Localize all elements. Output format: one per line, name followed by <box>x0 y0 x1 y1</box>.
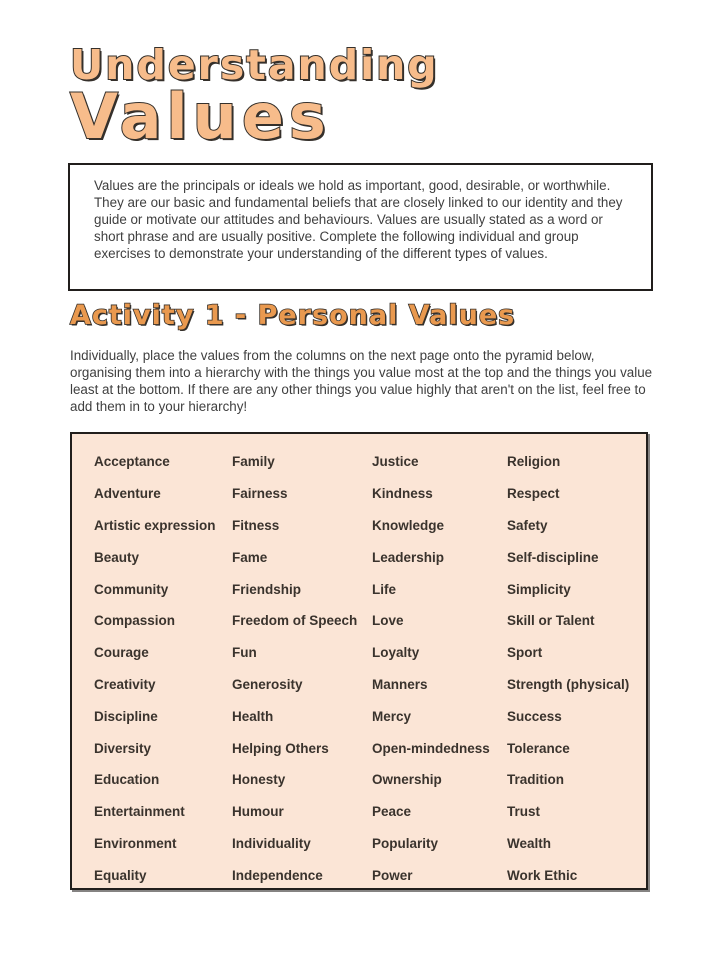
value-item: Strength (physical) <box>507 676 630 692</box>
value-item: Freedom of Speech <box>232 613 358 629</box>
page-title-line2: Values <box>70 80 331 153</box>
value-item: Life <box>372 581 397 597</box>
value-item: Acceptance <box>94 454 170 470</box>
value-item: Tradition <box>507 772 564 788</box>
value-item: Justice <box>372 454 419 470</box>
value-item: Power <box>372 867 413 883</box>
page-title-line1: Understanding <box>70 41 439 89</box>
value-item: Skill or Talent <box>507 613 595 629</box>
value-item: Sport <box>507 645 543 661</box>
value-item: Tolerance <box>507 740 570 756</box>
value-item: Compassion <box>94 613 176 629</box>
value-item: Ownership <box>372 772 442 788</box>
value-item: Environment <box>94 835 177 851</box>
value-item: Community <box>94 581 169 597</box>
value-item: Fitness <box>232 517 280 533</box>
value-item: Creativity <box>94 676 156 692</box>
value-item: Kindness <box>372 486 433 502</box>
activity-1-heading: Activity 1 - Personal Values <box>70 300 516 331</box>
value-item: Independence <box>232 867 323 883</box>
value-item: Leadership <box>372 549 445 565</box>
activity-1-instructions: Individually, place the values from the columns on the next page onto the pyramid below, organising them into a hierarchy with the things you value most at the top and the things you value least at the bottom. If there are any other things you value highly that aren't on the list, feel free to add them in to your hierarchy! <box>70 348 653 414</box>
value-item: Family <box>232 454 275 470</box>
value-item: Safety <box>507 517 548 533</box>
value-item: Education <box>94 772 160 788</box>
value-item: Honesty <box>232 772 286 788</box>
value-item: Beauty <box>94 549 140 565</box>
values-column-4 <box>507 446 642 891</box>
value-item: Manners <box>372 676 428 692</box>
value-item: Individuality <box>232 835 311 851</box>
value-item: Religion <box>507 454 561 470</box>
value-item: Success <box>507 708 562 724</box>
value-item: Trust <box>507 804 541 820</box>
value-item: Loyalty <box>372 645 420 661</box>
value-item: Fun <box>232 645 257 661</box>
value-item: Humour <box>232 804 284 820</box>
value-item: Helping Others <box>232 740 329 756</box>
value-item: Self-discipline <box>507 549 599 565</box>
value-item: Love <box>372 613 404 629</box>
value-item: Equality <box>94 867 147 883</box>
values-table <box>70 432 648 890</box>
value-item: Generosity <box>232 676 303 692</box>
values-column-1 <box>94 446 232 891</box>
value-item: Fairness <box>232 486 288 502</box>
page-title <box>70 41 439 153</box>
value-item: Open-mindedness <box>372 740 490 756</box>
value-item: Discipline <box>94 708 158 724</box>
value-item: Peace <box>372 804 412 820</box>
values-column-3 <box>372 446 507 891</box>
values-column-2 <box>232 446 372 891</box>
value-item: Fame <box>232 549 268 565</box>
value-item: Wealth <box>507 835 552 851</box>
value-item: Diversity <box>94 740 152 756</box>
value-item: Artistic expression <box>94 517 216 533</box>
value-item: Adventure <box>94 486 161 502</box>
value-item: Friendship <box>232 581 302 597</box>
value-item: Respect <box>507 486 560 502</box>
value-item: Popularity <box>372 835 439 851</box>
intro-box <box>68 163 653 291</box>
value-item: Simplicity <box>507 581 571 597</box>
value-item: Health <box>232 708 274 724</box>
value-item: Entertainment <box>94 804 185 820</box>
value-item: Work Ethic <box>507 867 578 883</box>
value-item: Mercy <box>372 708 412 724</box>
value-item: Courage <box>94 645 149 661</box>
intro-text: Values are the principals or ideals we hold as important, good, desirable, or worthwhile. They are our basic and fundamental beliefs that are closely linked to our identity and they guide or motivate our attitudes and behaviours. Values are usually stated as a word or short phrase and are usually positive. Complete the following individual and group exercises to demonstrate your understanding of the different types of values. <box>94 178 623 261</box>
value-item: Knowledge <box>372 517 445 533</box>
